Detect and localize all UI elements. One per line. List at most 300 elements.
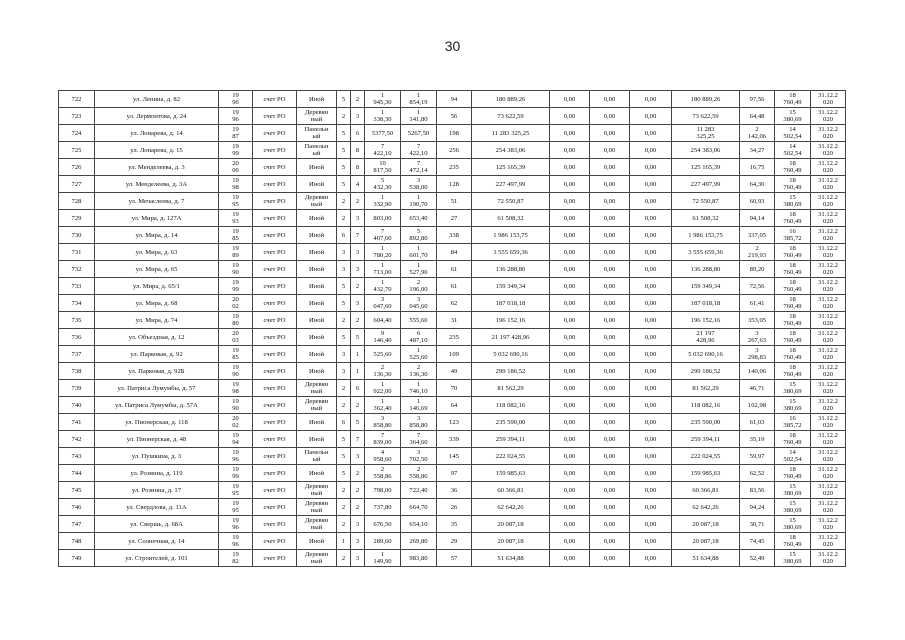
cell-unit-cost: 3 298,83	[740, 346, 775, 363]
cell-residents: 97	[437, 465, 472, 482]
cell-max-unit-cost: 15 380,69	[775, 482, 811, 499]
table-row	[59, 448, 846, 465]
cell-floors: 6	[337, 414, 351, 431]
cell-residents: 64	[437, 397, 472, 414]
cell-deadline: 31.12.2 020	[811, 193, 846, 210]
table-row	[59, 499, 846, 516]
cell-max-unit-cost: 18 760,49	[775, 91, 811, 108]
cell-cost-federal: 0,00	[550, 482, 590, 499]
cell-max-unit-cost: 15 380,69	[775, 397, 811, 414]
cell-cost-regional: 0,00	[590, 142, 630, 159]
cell-total-cost: 259 394,11	[472, 431, 550, 448]
cell-max-unit-cost: 16 385,72	[775, 227, 811, 244]
cell-cost-owners: 227 497,99	[672, 176, 740, 193]
cell-deadline: 31.12.2 020	[811, 125, 846, 142]
cell-deadline: 31.12.2 020	[811, 516, 846, 533]
cell-cost-owners: 118 082,16	[672, 397, 740, 414]
cell-row-number: 733	[59, 278, 95, 295]
cell-total-area: 1 922,00	[365, 380, 401, 397]
cell-total-cost: 196 152,16	[472, 312, 550, 329]
cell-address: ул. Мира, д. 127А	[95, 210, 219, 227]
cell-deadline: 31.12.2 020	[811, 278, 846, 295]
table-row	[59, 346, 846, 363]
cell-row-number: 726	[59, 159, 95, 176]
cell-max-unit-cost: 18 760,49	[775, 159, 811, 176]
cell-cost-federal: 0,00	[550, 346, 590, 363]
cell-cost-owners: 5 032 690,16	[672, 346, 740, 363]
cell-total-cost: 136 288,80	[472, 261, 550, 278]
cell-fund-account: счет РО	[253, 329, 297, 346]
cell-wall-material: Деревян ный	[297, 193, 337, 210]
cell-cost-federal: 0,00	[550, 550, 590, 567]
cell-wall-material: Деревян ный	[297, 108, 337, 125]
cell-wall-material: Иной	[297, 261, 337, 278]
cell-floors: 2	[337, 193, 351, 210]
cell-total-cost: 222 024,55	[472, 448, 550, 465]
cell-deadline: 31.12.2 020	[811, 482, 846, 499]
cell-living-area: 2 196,00	[401, 278, 437, 295]
cell-total-area: 1 338,30	[365, 108, 401, 125]
cell-cost-owners: 72 550,87	[672, 193, 740, 210]
cell-deadline: 31.12.2 020	[811, 210, 846, 227]
cell-cost-local: 0,00	[630, 91, 672, 108]
cell-address: ул. Мира, д. 14	[95, 227, 219, 244]
cell-entrances: 2	[351, 312, 365, 329]
cell-cost-regional: 0,00	[590, 159, 630, 176]
cell-cost-regional: 0,00	[590, 346, 630, 363]
cell-residents: 256	[437, 142, 472, 159]
cell-total-area: 1 149,90	[365, 550, 401, 567]
table-row	[59, 380, 846, 397]
cell-row-number: 736	[59, 329, 95, 346]
cell-row-number: 723	[59, 108, 95, 125]
cell-address: ул. Ленина, д. 82	[95, 91, 219, 108]
cell-fund-account: счет РО	[253, 261, 297, 278]
cell-year-built: 20 02	[219, 414, 253, 431]
cell-cost-local: 0,00	[630, 125, 672, 142]
cell-living-area: 269,80	[401, 533, 437, 550]
cell-wall-material: Иной	[297, 278, 337, 295]
cell-row-number: 728	[59, 193, 95, 210]
cell-cost-regional: 0,00	[590, 278, 630, 295]
cell-floors: 5	[337, 278, 351, 295]
cell-deadline: 31.12.2 020	[811, 159, 846, 176]
cell-deadline: 31.12.2 020	[811, 363, 846, 380]
cell-living-area: 5267,50	[401, 125, 437, 142]
cell-entrances: 7	[351, 431, 365, 448]
cell-cost-federal: 0,00	[550, 176, 590, 193]
cell-cost-federal: 0,00	[550, 210, 590, 227]
cell-address: ул. Объездная, д. 12	[95, 329, 219, 346]
cell-row-number: 735	[59, 312, 95, 329]
cell-total-area: 5 432,30	[365, 176, 401, 193]
cell-living-area: 7 472,14	[401, 159, 437, 176]
cell-fund-account: счет РО	[253, 499, 297, 516]
cell-cost-federal: 0,00	[550, 108, 590, 125]
cell-floors: 5	[337, 448, 351, 465]
cell-wall-material: Иной	[297, 244, 337, 261]
cell-unit-cost: 61,03	[740, 414, 775, 431]
cell-total-area: 1 780,20	[365, 244, 401, 261]
cell-cost-owners: 20 087,18	[672, 516, 740, 533]
cell-cost-regional: 0,00	[590, 397, 630, 414]
cell-deadline: 31.12.2 020	[811, 108, 846, 125]
cell-wall-material: Иной	[297, 414, 337, 431]
cell-total-cost: 235 590,00	[472, 414, 550, 431]
cell-living-area: 722,40	[401, 482, 437, 499]
cell-deadline: 31.12.2 020	[811, 244, 846, 261]
cell-unit-cost: 52,49	[740, 550, 775, 567]
cell-living-area: 7 422,10	[401, 142, 437, 159]
cell-wall-material: Деревян ный	[297, 482, 337, 499]
cell-floors: 2	[337, 482, 351, 499]
cell-cost-owners: 73 622,59	[672, 108, 740, 125]
cell-deadline: 31.12.2 020	[811, 431, 846, 448]
cell-cost-regional: 0,00	[590, 363, 630, 380]
cell-fund-account: счет РО	[253, 176, 297, 193]
cell-total-area: 3 858,80	[365, 414, 401, 431]
cell-max-unit-cost: 18 760,49	[775, 176, 811, 193]
cell-entrances: 2	[351, 278, 365, 295]
cell-residents: 27	[437, 210, 472, 227]
cell-residents: 109	[437, 346, 472, 363]
cell-living-area: 3 045,60	[401, 295, 437, 312]
cell-living-area: 1 601,70	[401, 244, 437, 261]
cell-cost-regional: 0,00	[590, 448, 630, 465]
table-body	[59, 91, 846, 567]
cell-cost-regional: 0,00	[590, 499, 630, 516]
cell-total-cost: 11 283 325,25	[472, 125, 550, 142]
cell-address: ул. Лонарева, д. 15	[95, 142, 219, 159]
cell-address: ул. Розинна, д. 119	[95, 465, 219, 482]
cell-year-built: 19 96	[219, 448, 253, 465]
cell-floors: 5	[337, 125, 351, 142]
cell-floors: 5	[337, 142, 351, 159]
cell-total-cost: 118 082,16	[472, 397, 550, 414]
cell-living-area: 983,80	[401, 550, 437, 567]
cell-unit-cost: 35,19	[740, 431, 775, 448]
cell-wall-material: Деревян ный	[297, 397, 337, 414]
cell-year-built: 19 99	[219, 465, 253, 482]
cell-max-unit-cost: 15 380,69	[775, 193, 811, 210]
cell-address: ул. Мира, д. 65	[95, 261, 219, 278]
cell-fund-account: счет РО	[253, 380, 297, 397]
cell-cost-owners: 20 087,18	[672, 533, 740, 550]
cell-total-area: 1 945,30	[365, 91, 401, 108]
cell-deadline: 31.12.2 020	[811, 397, 846, 414]
cell-max-unit-cost: 15 380,69	[775, 108, 811, 125]
cell-residents: 26	[437, 499, 472, 516]
cell-floors: 2	[337, 516, 351, 533]
cell-cost-owners: 125 165,39	[672, 159, 740, 176]
cell-cost-regional: 0,00	[590, 380, 630, 397]
cell-cost-federal: 0,00	[550, 516, 590, 533]
cell-row-number: 729	[59, 210, 95, 227]
cell-entrances: 5	[351, 414, 365, 431]
cell-unit-cost: 3 267,63	[740, 329, 775, 346]
cell-cost-owners: 1 986 153,75	[672, 227, 740, 244]
cell-wall-material: Деревян ный	[297, 380, 337, 397]
cell-deadline: 31.12.2 020	[811, 465, 846, 482]
cell-cost-local: 0,00	[630, 278, 672, 295]
cell-max-unit-cost: 14 502,54	[775, 448, 811, 465]
cell-total-cost: 51 634,88	[472, 550, 550, 567]
cell-floors: 5	[337, 159, 351, 176]
cell-row-number: 749	[59, 550, 95, 567]
cell-residents: 49	[437, 363, 472, 380]
cell-max-unit-cost: 15 380,69	[775, 380, 811, 397]
table-row	[59, 516, 846, 533]
page-number: 30	[444, 38, 461, 54]
cell-cost-owners: 159 985,63	[672, 465, 740, 482]
table-row	[59, 261, 846, 278]
cell-unit-cost: 140,06	[740, 363, 775, 380]
cell-address: ул. Лермонтова, д. 24	[95, 108, 219, 125]
cell-address: ул. Строителей, д. 101	[95, 550, 219, 567]
cell-year-built: 19 90	[219, 261, 253, 278]
cell-entrances: 3	[351, 108, 365, 125]
cell-cost-local: 0,00	[630, 346, 672, 363]
cell-wall-material: Панельн ый	[297, 142, 337, 159]
cell-cost-federal: 0,00	[550, 329, 590, 346]
cell-cost-local: 0,00	[630, 193, 672, 210]
cell-cost-owners: 51 634,88	[672, 550, 740, 567]
cell-cost-local: 0,00	[630, 431, 672, 448]
cell-residents: 338	[437, 227, 472, 244]
cell-living-area: 2 558,86	[401, 465, 437, 482]
cell-cost-federal: 0,00	[550, 244, 590, 261]
cell-fund-account: счет РО	[253, 550, 297, 567]
cell-fund-account: счет РО	[253, 312, 297, 329]
cell-total-cost: 81 562,29	[472, 380, 550, 397]
cell-entrances: 8	[351, 142, 365, 159]
cell-year-built: 19 95	[219, 482, 253, 499]
cell-wall-material: Иной	[297, 159, 337, 176]
cell-living-area: 1 527,90	[401, 261, 437, 278]
cell-total-area: 2 136,30	[365, 363, 401, 380]
cell-total-cost: 187 018,18	[472, 295, 550, 312]
cell-total-cost: 73 622,59	[472, 108, 550, 125]
cell-residents: 56	[437, 108, 472, 125]
cell-total-area: 4 958,60	[365, 448, 401, 465]
cell-year-built: 19 98	[219, 176, 253, 193]
cell-row-number: 725	[59, 142, 95, 159]
cell-year-built: 19 80	[219, 312, 253, 329]
cell-cost-local: 0,00	[630, 329, 672, 346]
cell-year-built: 19 96	[219, 91, 253, 108]
cell-total-area: 3 047,60	[365, 295, 401, 312]
cell-residents: 57	[437, 550, 472, 567]
cell-total-area: 676,50	[365, 516, 401, 533]
table-row	[59, 244, 846, 261]
cell-cost-regional: 0,00	[590, 550, 630, 567]
cell-row-number: 731	[59, 244, 95, 261]
cell-deadline: 31.12.2 020	[811, 227, 846, 244]
cell-unit-cost: 94,24	[740, 499, 775, 516]
cell-living-area: 555,60	[401, 312, 437, 329]
cell-cost-regional: 0,00	[590, 329, 630, 346]
cell-wall-material: Деревян ный	[297, 499, 337, 516]
cell-cost-local: 0,00	[630, 142, 672, 159]
cell-row-number: 741	[59, 414, 95, 431]
cell-year-built: 19 98	[219, 380, 253, 397]
cell-row-number: 747	[59, 516, 95, 533]
cell-fund-account: счет РО	[253, 516, 297, 533]
cell-floors: 3	[337, 363, 351, 380]
cell-unit-cost: 60,93	[740, 193, 775, 210]
cell-cost-owners: 196 152,16	[672, 312, 740, 329]
cell-cost-owners: 159 349,34	[672, 278, 740, 295]
table-row	[59, 329, 846, 346]
cell-total-area: 289,60	[365, 533, 401, 550]
cell-max-unit-cost: 18 760,49	[775, 363, 811, 380]
cell-address: ул. Парковая, д. 92Б	[95, 363, 219, 380]
cell-cost-owners: 3 555 659,36	[672, 244, 740, 261]
cell-fund-account: счет РО	[253, 227, 297, 244]
cell-total-cost: 20 087,18	[472, 533, 550, 550]
cell-max-unit-cost: 15 380,69	[775, 550, 811, 567]
cell-cost-owners: 60 366,81	[672, 482, 740, 499]
cell-cost-owners: 254 383,06	[672, 142, 740, 159]
cell-total-cost: 227 497,99	[472, 176, 550, 193]
cell-cost-local: 0,00	[630, 210, 672, 227]
cell-residents: 235	[437, 329, 472, 346]
cell-address: ул. Парковая, д. 92	[95, 346, 219, 363]
cell-cost-regional: 0,00	[590, 295, 630, 312]
cell-unit-cost: 46,71	[740, 380, 775, 397]
cell-cost-local: 0,00	[630, 261, 672, 278]
cell-deadline: 31.12.2 020	[811, 533, 846, 550]
cell-year-built: 19 85	[219, 346, 253, 363]
cell-cost-federal: 0,00	[550, 380, 590, 397]
cell-year-built: 19 96	[219, 533, 253, 550]
cell-total-area: 525,60	[365, 346, 401, 363]
cell-total-area: 604,40	[365, 312, 401, 329]
cell-total-area: 803,00	[365, 210, 401, 227]
cell-max-unit-cost: 15 380,69	[775, 516, 811, 533]
cell-wall-material: Иной	[297, 91, 337, 108]
cell-residents: 31	[437, 312, 472, 329]
cell-entrances: 1	[351, 346, 365, 363]
cell-deadline: 31.12.2 020	[811, 295, 846, 312]
cell-total-area: 2 558,86	[365, 465, 401, 482]
cell-row-number: 722	[59, 91, 95, 108]
cell-address: ул. Мира, д. 65/1	[95, 278, 219, 295]
cell-cost-regional: 0,00	[590, 465, 630, 482]
cell-residents: 94	[437, 91, 472, 108]
cell-fund-account: счет РО	[253, 159, 297, 176]
cell-wall-material: Иной	[297, 465, 337, 482]
cell-cost-regional: 0,00	[590, 176, 630, 193]
cell-wall-material: Иной	[297, 363, 337, 380]
cell-address: ул. Мира, д. 68	[95, 295, 219, 312]
cell-deadline: 31.12.2 020	[811, 346, 846, 363]
cell-max-unit-cost: 18 760,49	[775, 312, 811, 329]
cell-cost-local: 0,00	[630, 482, 672, 499]
cell-floors: 5	[337, 295, 351, 312]
cell-cost-federal: 0,00	[550, 142, 590, 159]
cell-cost-local: 0,00	[630, 159, 672, 176]
cell-row-number: 727	[59, 176, 95, 193]
cell-floors: 2	[337, 210, 351, 227]
cell-fund-account: счет РО	[253, 363, 297, 380]
cell-fund-account: счет РО	[253, 210, 297, 227]
cell-deadline: 31.12.2 020	[811, 312, 846, 329]
cell-living-area: 3 702,50	[401, 448, 437, 465]
cell-floors: 5	[337, 91, 351, 108]
cell-year-built: 19 96	[219, 516, 253, 533]
cell-total-cost: 159 985,63	[472, 465, 550, 482]
cell-total-area: 9 146,40	[365, 329, 401, 346]
cell-year-built: 19 85	[219, 227, 253, 244]
cell-entrances: 3	[351, 448, 365, 465]
cell-year-built: 20 03	[219, 329, 253, 346]
cell-max-unit-cost: 18 760,49	[775, 244, 811, 261]
table-row	[59, 193, 846, 210]
cell-fund-account: счет РО	[253, 142, 297, 159]
cell-cost-federal: 0,00	[550, 261, 590, 278]
cell-fund-account: счет РО	[253, 465, 297, 482]
cell-cost-local: 0,00	[630, 465, 672, 482]
cell-cost-local: 0,00	[630, 448, 672, 465]
cell-living-area: 1 146,69	[401, 397, 437, 414]
cell-cost-local: 0,00	[630, 176, 672, 193]
cell-row-number: 737	[59, 346, 95, 363]
cell-unit-cost: 2 219,93	[740, 244, 775, 261]
cell-address: ул. Патриса Лумумбы, д. 57А	[95, 397, 219, 414]
cell-entrances: 7	[351, 227, 365, 244]
cell-year-built: 19 95	[219, 193, 253, 210]
cell-floors: 5	[337, 465, 351, 482]
cell-deadline: 31.12.2 020	[811, 414, 846, 431]
table-row	[59, 159, 846, 176]
cell-max-unit-cost: 14 502,54	[775, 125, 811, 142]
cell-fund-account: счет РО	[253, 448, 297, 465]
cell-cost-regional: 0,00	[590, 431, 630, 448]
cell-cost-regional: 0,00	[590, 414, 630, 431]
cell-cost-federal: 0,00	[550, 91, 590, 108]
cell-entrances: 5	[351, 329, 365, 346]
cell-row-number: 734	[59, 295, 95, 312]
cell-year-built: 20 02	[219, 295, 253, 312]
cell-living-area: 1 141,80	[401, 108, 437, 125]
cell-floors: 3	[337, 261, 351, 278]
cell-unit-cost: 89,20	[740, 261, 775, 278]
cell-living-area: 6 487,10	[401, 329, 437, 346]
cell-fund-account: счет РО	[253, 91, 297, 108]
cell-row-number: 743	[59, 448, 95, 465]
cell-cost-owners: 81 562,29	[672, 380, 740, 397]
cell-entrances: 3	[351, 261, 365, 278]
cell-residents: 36	[437, 482, 472, 499]
cell-cost-federal: 0,00	[550, 465, 590, 482]
cell-wall-material: Иной	[297, 431, 337, 448]
cell-cost-local: 0,00	[630, 295, 672, 312]
cell-total-area: 737,80	[365, 499, 401, 516]
cell-fund-account: счет РО	[253, 397, 297, 414]
cell-address: ул. Пионерская, д. 118	[95, 414, 219, 431]
cell-row-number: 730	[59, 227, 95, 244]
cell-living-area: 7 364,60	[401, 431, 437, 448]
table-row	[59, 142, 846, 159]
table-row	[59, 227, 846, 244]
cell-cost-local: 0,00	[630, 533, 672, 550]
table-row	[59, 176, 846, 193]
cell-deadline: 31.12.2 020	[811, 261, 846, 278]
cell-max-unit-cost: 16 385,72	[775, 414, 811, 431]
cell-deadline: 31.12.2 020	[811, 550, 846, 567]
cell-cost-owners: 136 288,80	[672, 261, 740, 278]
